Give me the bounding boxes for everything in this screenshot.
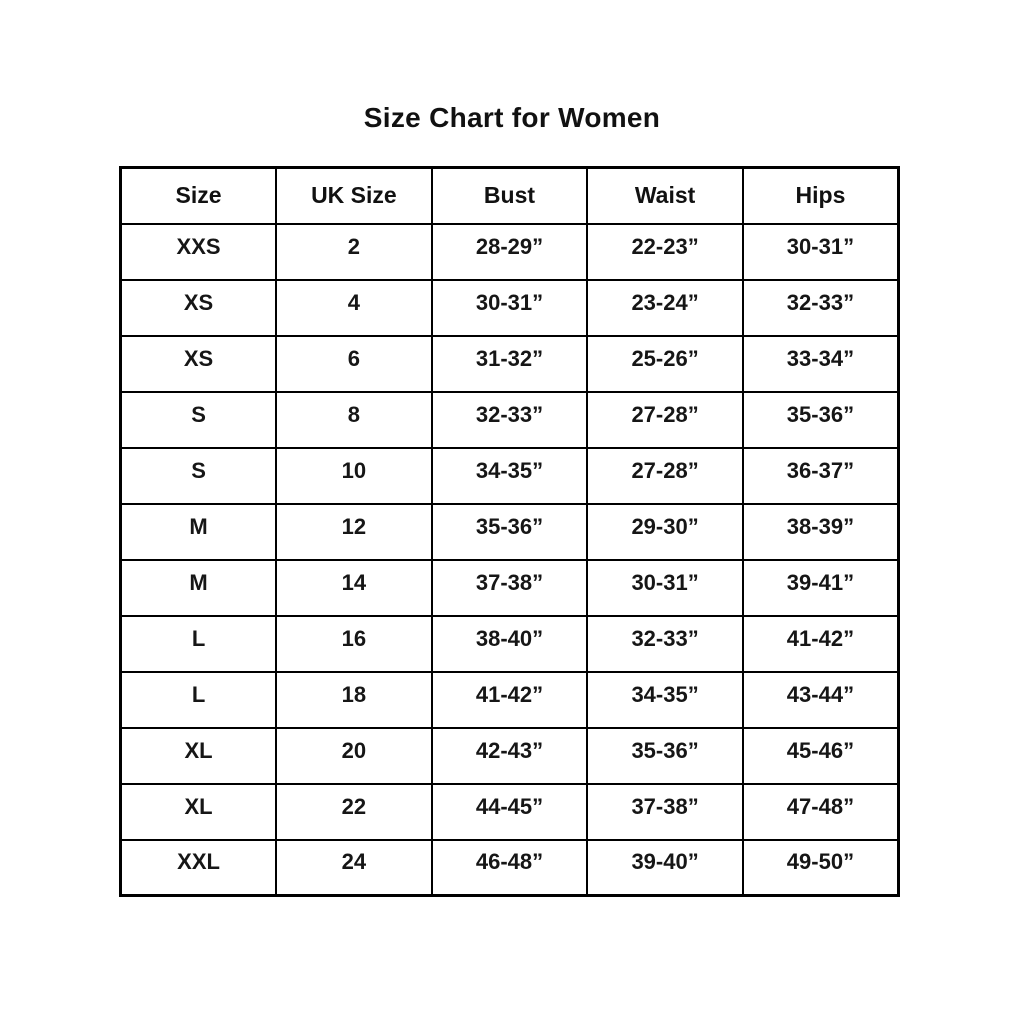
column-header-uk-size: UK Size: [276, 168, 432, 224]
cell-size: L: [121, 616, 277, 672]
cell-bust: 44-45”: [432, 784, 588, 840]
cell-uk: 24: [276, 840, 432, 896]
cell-hips: 49-50”: [743, 840, 899, 896]
table-row: [121, 840, 899, 896]
cell-hips: 33-34”: [743, 336, 899, 392]
table-row: [121, 784, 899, 840]
cell-bust: 28-29”: [432, 224, 588, 280]
cell-hips: 38-39”: [743, 504, 899, 560]
cell-size: S: [121, 448, 277, 504]
cell-waist: 27-28”: [587, 392, 743, 448]
cell-size: M: [121, 560, 277, 616]
cell-waist: 34-35”: [587, 672, 743, 728]
cell-hips: 30-31”: [743, 224, 899, 280]
page-title: Size Chart for Women: [363, 102, 661, 133]
table-row: [121, 504, 899, 560]
cell-waist: 22-23”: [587, 224, 743, 280]
cell-waist: 25-26”: [587, 336, 743, 392]
cell-bust: 31-32”: [432, 336, 588, 392]
cell-uk: 18: [276, 672, 432, 728]
cell-hips: 35-36”: [743, 392, 899, 448]
cell-uk: 16: [276, 616, 432, 672]
table-row: [121, 392, 899, 448]
cell-bust: 35-36”: [432, 504, 588, 560]
column-header-waist: Waist: [587, 168, 743, 224]
cell-uk: 8: [276, 392, 432, 448]
cell-uk: 22: [276, 784, 432, 840]
cell-uk: 20: [276, 728, 432, 784]
cell-bust: 37-38”: [432, 560, 588, 616]
cell-uk: 2: [276, 224, 432, 280]
cell-uk: 6: [276, 336, 432, 392]
table-row: [121, 560, 899, 616]
cell-size: XXS: [121, 224, 277, 280]
cell-hips: 47-48”: [743, 784, 899, 840]
cell-uk: 4: [276, 280, 432, 336]
cell-uk: 12: [276, 504, 432, 560]
cell-size: S: [121, 392, 277, 448]
cell-hips: 43-44”: [743, 672, 899, 728]
cell-size: XXL: [121, 840, 277, 896]
cell-bust: 30-31”: [432, 280, 588, 336]
cell-size: XL: [121, 784, 277, 840]
table-row: [121, 336, 899, 392]
table-row: [121, 280, 899, 336]
cell-waist: 30-31”: [587, 560, 743, 616]
column-header-size: Size: [121, 168, 277, 224]
cell-size: XS: [121, 280, 277, 336]
cell-uk: 14: [276, 560, 432, 616]
cell-bust: 41-42”: [432, 672, 588, 728]
cell-hips: 45-46”: [743, 728, 899, 784]
cell-uk: 10: [276, 448, 432, 504]
cell-size: XS: [121, 336, 277, 392]
cell-bust: 42-43”: [432, 728, 588, 784]
cell-waist: 32-33”: [587, 616, 743, 672]
cell-bust: 46-48”: [432, 840, 588, 896]
cell-bust: 34-35”: [432, 448, 588, 504]
cell-waist: 29-30”: [587, 504, 743, 560]
column-header-hips: Hips: [743, 168, 899, 224]
table-row: [121, 616, 899, 672]
size-chart-table: [119, 166, 900, 897]
cell-waist: 39-40”: [587, 840, 743, 896]
cell-waist: 23-24”: [587, 280, 743, 336]
cell-bust: 32-33”: [432, 392, 588, 448]
cell-hips: 41-42”: [743, 616, 899, 672]
header-row: [121, 168, 899, 224]
table-row: [121, 672, 899, 728]
table-row: [121, 448, 899, 504]
cell-bust: 38-40”: [432, 616, 588, 672]
cell-hips: 36-37”: [743, 448, 899, 504]
cell-size: XL: [121, 728, 277, 784]
cell-hips: 32-33”: [743, 280, 899, 336]
cell-waist: 37-38”: [587, 784, 743, 840]
cell-size: M: [121, 504, 277, 560]
cell-waist: 27-28”: [587, 448, 743, 504]
cell-size: L: [121, 672, 277, 728]
table-row: [121, 728, 899, 784]
cell-hips: 39-41”: [743, 560, 899, 616]
table-row: [121, 224, 899, 280]
cell-waist: 35-36”: [587, 728, 743, 784]
column-header-bust: Bust: [432, 168, 588, 224]
